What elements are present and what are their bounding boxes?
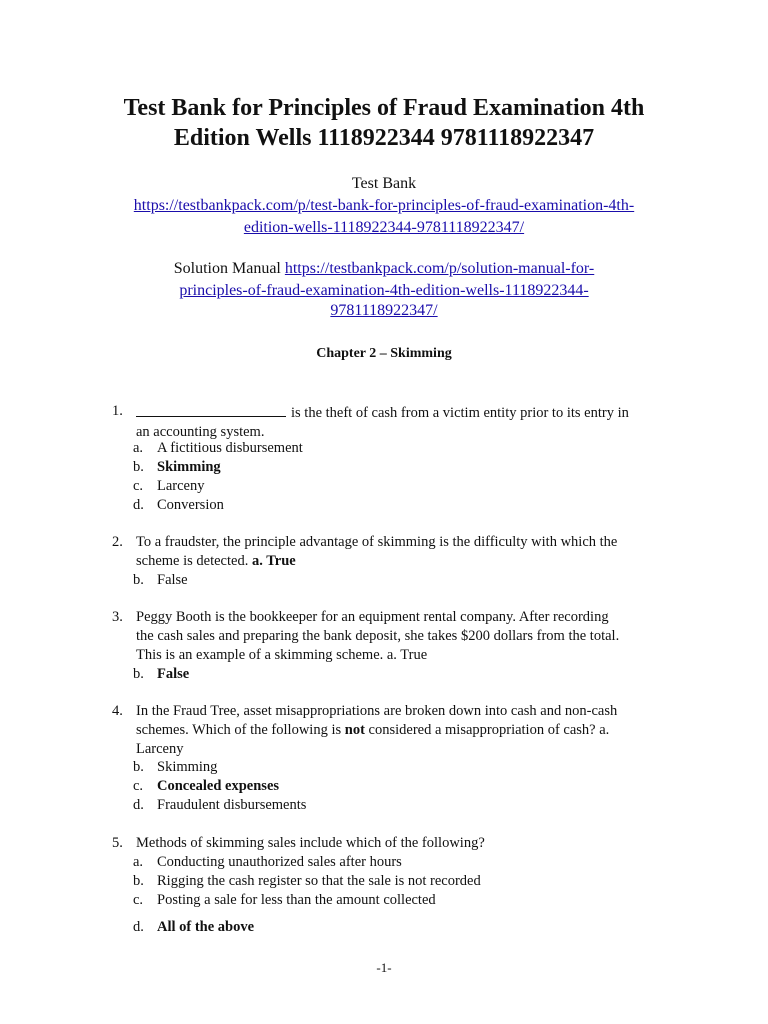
stem-text: Peggy Booth is the bookkeeper for an equipment rental company. After recording [136, 609, 609, 625]
test-bank-link-line-1[interactable] [0, 196, 768, 215]
correct-answer: a. True [251, 553, 296, 569]
solution-manual-label: Solution Manual [173, 260, 281, 277]
document-title [0, 93, 768, 153]
option-5a: a. Conducting unauthorized sales after hours [133, 854, 402, 870]
option-4b: b. Skimming [133, 759, 218, 775]
stem-text: an accounting system. [136, 424, 265, 440]
emphasis-not: not [344, 722, 365, 738]
solution-manual-line-3[interactable] [0, 301, 768, 320]
question-number: 1. [112, 403, 123, 419]
stem-text: Larceny [136, 741, 184, 757]
test-bank-link-line-2[interactable] [0, 218, 768, 237]
chapter-heading: Chapter 2 – Skimming [316, 346, 452, 361]
page-number: -1- [376, 960, 392, 975]
stem-text: schemes. Which of the following is [136, 722, 342, 738]
stem-text: To a fraudster, the principle advantage of skimming is the difficulty with which the [136, 534, 618, 550]
question-number: 5. [112, 835, 123, 851]
answer-blank [136, 402, 286, 417]
question-stem [136, 702, 672, 759]
option-1b: b. Skimming [133, 459, 221, 475]
title-line-1: Test Bank for Principles of Fraud Examination 4th [123, 95, 645, 121]
question-number: 4. [112, 703, 123, 719]
solution-manual-line-2[interactable] [0, 281, 768, 300]
option-5d: d. All of the above [133, 919, 255, 935]
test-bank-link[interactable]: https://testbankpack.com/p/test-bank-for-principles-of-fraud-examination-4th- [133, 197, 635, 214]
stem-text: In the Fraud Tree, asset misappropriations are broken down into cash and non-cash [136, 703, 618, 719]
title-line-2: Edition Wells 1118922344 9781118922347 [173, 125, 595, 151]
question-stem [136, 608, 672, 665]
stem-text: the cash sales and preparing the bank deposit, she takes $200 dollars from the total. [136, 628, 620, 644]
question-stem [136, 533, 672, 571]
option-2b: b. False [133, 572, 188, 588]
question-number: 3. [112, 609, 123, 625]
option-3b: b. False [133, 666, 190, 682]
solution-manual-link-end[interactable]: 9781118922347/ [330, 302, 438, 319]
stem-text: is the theft of cash from a victim entity prior to its entry in [291, 405, 629, 421]
solution-manual-line-1 [0, 259, 768, 278]
stem-text: Methods of skimming sales include which of the following? [136, 835, 485, 851]
option-4c: c. Concealed expenses [133, 778, 280, 794]
test-bank-label: Test Bank [351, 175, 417, 192]
option-5c: c. Posting a sale for less than the amount collected [133, 892, 436, 908]
stem-text: considered a misappropriation of cash? a. [368, 722, 610, 738]
correct-answer: Concealed expenses [157, 778, 280, 794]
solution-manual-link[interactable]: https://testbankpack.com/p/solution-manual-for- [284, 260, 595, 277]
option-1c: c. Larceny [133, 478, 205, 494]
correct-answer: Skimming [157, 459, 221, 475]
option-5b: b. Rigging the cash register so that the sale is not recorded [133, 873, 481, 889]
option-4d: d. Fraudulent disbursements [133, 797, 307, 813]
question-number: 2. [112, 534, 123, 550]
correct-answer: All of the above [157, 919, 255, 935]
question-stem [136, 834, 672, 853]
correct-answer: False [157, 666, 190, 682]
stem-text: scheme is detected. [136, 553, 249, 569]
test-bank-link-continued[interactable]: edition-wells-1118922344-9781118922347/ [243, 219, 525, 236]
option-1d: d. Conversion [133, 497, 224, 513]
option-1a: a. A fictitious disbursement [133, 440, 303, 456]
stem-text: This is an example of a skimming scheme. a. True [136, 647, 428, 663]
question-stem [136, 402, 672, 442]
solution-manual-link-continued[interactable]: principles-of-fraud-examination-4th-edition-wells-1118922344- [179, 282, 589, 299]
